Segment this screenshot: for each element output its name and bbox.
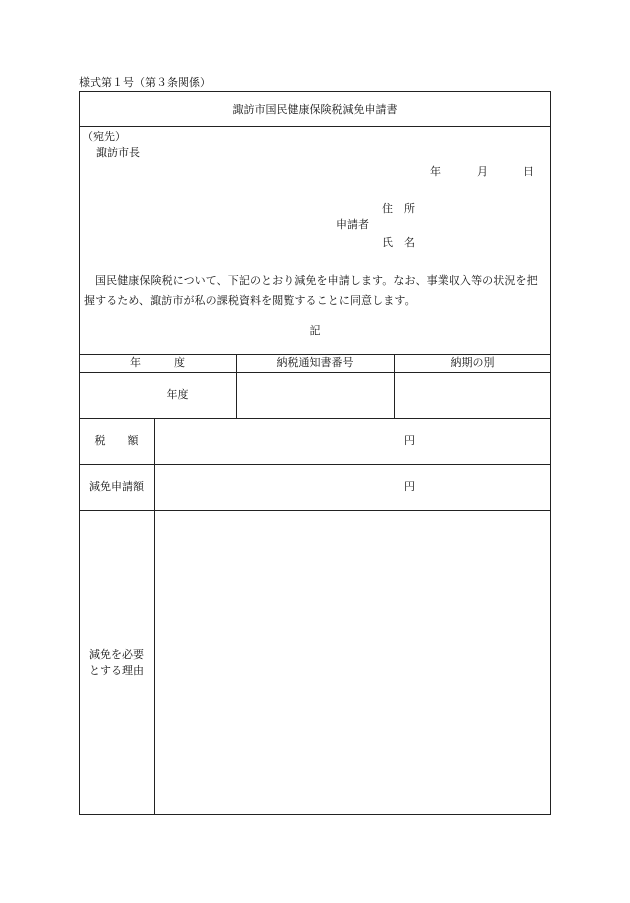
date-day-label: 日 bbox=[523, 165, 534, 178]
reason-label bbox=[79, 510, 154, 815]
fiscal-year-field[interactable]: 年度 bbox=[166, 388, 189, 402]
tax-amount-field[interactable] bbox=[154, 418, 551, 464]
reduction-amount-label: 減免申請額 bbox=[89, 480, 144, 494]
notice-number-field[interactable] bbox=[236, 372, 394, 418]
header-fiscal-year: 年 度 bbox=[130, 356, 185, 370]
ki-label: 記 bbox=[309, 324, 321, 337]
reduction-amount-unit: 円 bbox=[404, 480, 415, 494]
applicant-address-label: 住 所 bbox=[382, 202, 415, 215]
tax-amount-label: 税 額 bbox=[94, 434, 139, 448]
reason-label-line1: 減免を必要 bbox=[89, 648, 144, 662]
addressee-name: 諏訪市長 bbox=[96, 146, 140, 159]
applicant-label: 申請者 bbox=[336, 218, 369, 231]
header-notice-number: 納税通知書番号 bbox=[276, 356, 354, 370]
title-divider bbox=[79, 126, 551, 127]
date-year-label: 年 bbox=[430, 165, 441, 178]
date-month-label: 月 bbox=[477, 165, 488, 178]
declaration-text: 国民健康保険税について、下記のとおり減免を申請します。なお、事業収入等の状況を把握するため、諏訪市が私の課税資料を閲覧することに同意します。 bbox=[84, 274, 538, 307]
reason-field[interactable] bbox=[154, 510, 551, 815]
reason-label-line2: とする理由 bbox=[89, 663, 144, 677]
form-label: 様式第１号（第３条関係） bbox=[79, 76, 211, 89]
applicant-name-label: 氏 名 bbox=[382, 236, 415, 249]
header-payment-period: 納期の別 bbox=[450, 356, 495, 370]
tax-amount-unit: 円 bbox=[404, 434, 415, 448]
payment-period-field[interactable] bbox=[394, 372, 551, 418]
reduction-amount-field[interactable] bbox=[154, 464, 551, 510]
form-title: 諏訪市国民健康保険税減免申請書 bbox=[232, 103, 398, 116]
addressee-prefix: （宛先） bbox=[82, 130, 126, 143]
